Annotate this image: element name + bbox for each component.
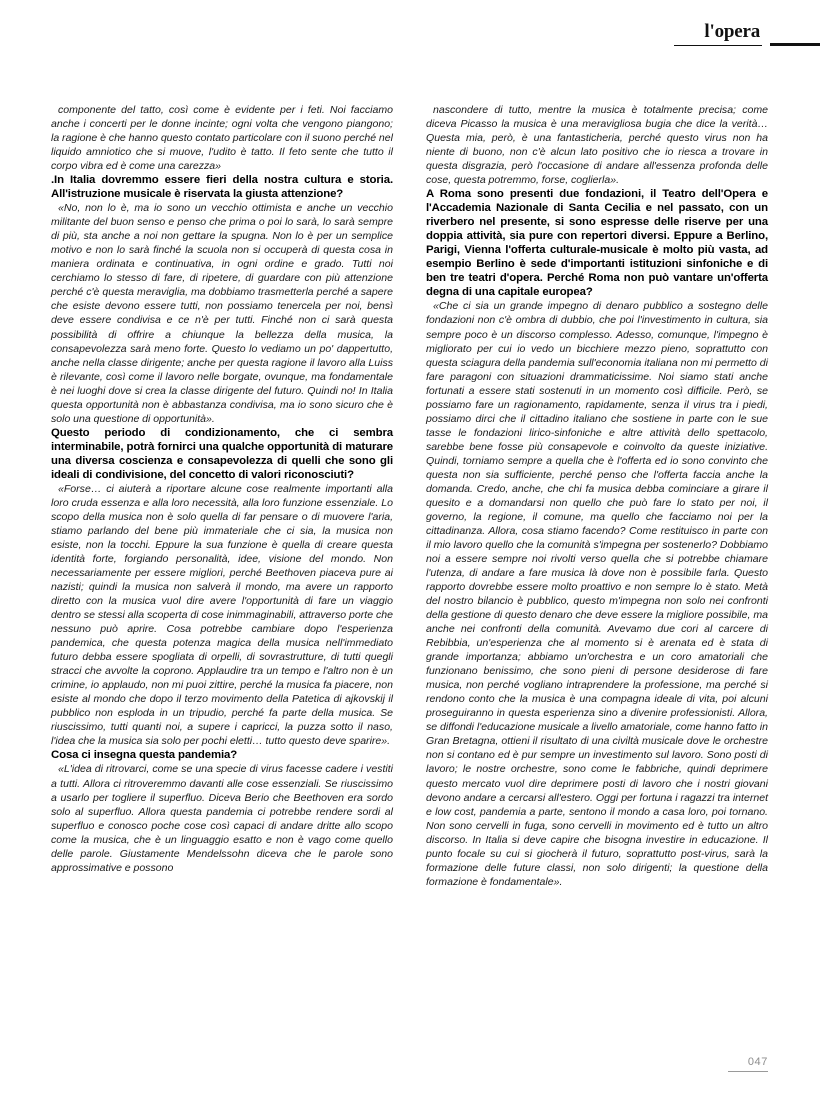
interview-answer-paragraph: «Forse… ci aiuterà a riportare alcune cose realmente importanti alla loro cruda essenza e alla loro necessità, alla loro funzione essenziale. Lo scopo della musica non è solo quella di far pensare o di muovere l'aria, stiamo parlando del bene più immateriale che ci sia, la musica non esiste, non la tocchi. Eppure la sua funzione è quella di creare questa identità forte, forgiando personalità, idee, visione del mondo. Non necessariamente per essere migliori, perché Beethoven piaceva pure ai nazisti; quindi la musica non salverà il mondo, ma avere un rapporto diretto con la musica vuol dire avere l'opportunità di fare un viaggio dentro se stessi alla scoperta di cose inimmaginabili, attraverso porte che nessuno può aprire. Cosa potrebbe cambiare dopo l'esperienza pandemica, che questa potenza magica della musica nell'immediato futuro debba essere spogliata di orpelli, di sovrastrutture, di tutti quegli stracci che avvolte la coprono. Applaudire tra un tempo e l'altro non è un crimine, io applaudo, non mi puoi zittire, perché la musica fa piacere, non esiste al mondo che dopo il terzo movimento della Patetica di ajkovskij il pubblico non esploda in un tripudio, perché fa parte della musica. Se riuscissimo, tutti quanti noi, a supere i capricci, la puzza sotto il naso, l'idea che la musica sia solo per pochi eletti… tutto questo deve sparire». — [51, 482, 393, 748]
interview-answer-paragraph: «L'idea di ritrovarci, come se una specie di virus facesse cadere i vestiti a tutti. Allora ci ritroveremmo davanti alle cose essenziali. Se riuscissimo a usarlo per togliere il superfluo. Diceva Berio che Beethoven era sordo solo al superfluo. Allora questa pandemia ci potrebbe rendere sordi al superfluo e conosco poche cose così capaci di andare dritte allo scopo come la musica, che è un linguaggio esatto e non è vago come quello delle parole. Giustamente Mendelssohn diceva che le parole sono approssimative e possono — [51, 763, 393, 874]
page-folio — [728, 1057, 768, 1072]
interview-question: Cosa ci insegna questa pandemia? — [51, 749, 238, 762]
interview-question: .In Italia dovremmo essere fieri della nostra cultura e storia. All'istruzione musicale è riservata la giusta attenzione? — [51, 174, 393, 201]
article-column-right — [426, 103, 768, 889]
page-masthead — [0, 0, 820, 62]
masthead-thin-rule — [674, 45, 762, 46]
interview-answer-paragraph: «No, non lo è, ma io sono un vecchio ottimista e anche un vecchio militante del buon senso e penso che prima o poi lo sarà, lo sarà sempre di più, sta anche a noi non gettare la spugna. Non lo è per un semplice motivo e non lo sarà finché la scuola non si occuperà di questa cosa in maniera ordinata e continuativa, in ogni ordine e grado. Tutti noi cerchiamo lo stesso di fare, di ripetere, di guardare con più attenzione perché c'è questa meraviglia, ma dobbiamo trasmetterla perché a sapere che esiste devono essere tutti, non possiamo tenercela per noi, bensì deve essere condivisa e ce n'è per tutti. Finché non ci sarà questa possibilità di offrire a chiunque la bellezza della musica, la consapevolezza sarà meno forte. Questo lo vediamo un po' dappertutto, anche nella classe dirigente; anche per questa ragione il lavoro alla Luiss è rilevante, così come il lavoro nelle borgate, ovunque, ma fondamentale è nei luoghi dove si crea la classe dirigente del futuro. Quindi no! In Italia questa opportunità non è abbastanza condivisa, ma io sono sicuro che è solo una questione di opportunità». — [51, 202, 393, 425]
interview-question: Questo periodo di condizionamento, che ci sembra interminabile, potrà fornirci una qualche opportunità di maturare una diversa coscienza e consapevolezza di quelli che sono gli ideali di condivisione, del concetto di valori riconosciuti? — [51, 426, 393, 481]
masthead-thick-rule — [770, 43, 820, 46]
article-column-left — [51, 103, 393, 889]
page-number: 047 — [747, 1056, 768, 1068]
interview-answer-paragraph: «Che ci sia un grande impegno di denaro pubblico a sostegno delle fondazioni non c'è ombra di dubbio, che poi l'investimento in cultura, sia sempre poco è un discorso complesso. Adesso, comunque, l'impegno è migliorato per cui io vedo un bicchiere mezzo pieno, soprattutto con questa sciagura della pandemia sull'economia italiana non mi permetto di fare paragoni con situazioni drammaticissime. Noi siamo stati anche fortunati a essere stati sostenuti in un momento così difficile. Però, se possiamo fare un ragionamento, rapidamente, senza il virus tra i piedi, possiamo dirci che il cittadino italiano che sostiene in parte con le sue tasse le fondazioni lirico-sinfoniche e altre attività dello spettacolo, sarebbe bene fosse più consapevole e coinvolto da queste iniziative. Quindi, torniamo sempre a quella che è l'offerta ed io sono convinto che questa non sia sufficiente, perché penso che l'offerta faccia anche la domanda. Credo, anche, che chi fa musica debba cominciare a girare il quesito e a domandarsi non quello che può fare lo stato per noi, il governo, la regione, il comune, ma quello che facciamo noi per la cittadinanza. Allora, cosa stiamo facendo? Come restituisco in parte con il mio lavoro quello che la comunità s'impegna per sostenerlo? Dobbiamo noi a essere sempre noi rivolti verso quella che si potrebbe chiamare l'utenza, di andare a fare musica là dove non è possibile farla. Questo rapporto dovrebbe essere molto proattivo e non sempre lo è stato. Metà del nostro bilancio è pubblico, questo m'impegna non solo nei confronti della gestione di questo denaro che deve essere la migliore possibile, ma anche nei confronti della comunità. Avevamo due cori al carcere di Rebibbia, un'esperienza che al momento si è arenata ed è stata di grande importanza; abbiamo un'orchestra e un coro amatoriali che funzionano benissimo, che sono pieni di persone desiderose di fare musica, non perché vogliano intraprendere la professione, ma perché si rendono conto che la musica è una compagna ideale di vita, poi alcuni proseguiranno in questa esperienza sino a divenire professionisti. Allora, se diffondi l'educazione musicale a livello amatoriale, come hanno fatto in Gran Bretagna, ottieni il risultato di una civiltà musicale dove le orchestre non si contano ed è pur sempre un investimento sul lavoro. Sono posti di lavoro; le nostre orchestre, sono come le fabbriche, quindi deprimere questo mercato vuol dire deprimere posti di lavoro che i nostri giovani devono andare a cercarsi all'estero. Oggi per fortuna i ragazzi tra internet e low cost, pandemia a parte, sentono il mondo a casa loro, poi tornano. Non sono cervelli in fuga, sono cervelli in movimento ed è tutto un altro discorso. In Italia si deve capire che bisogna investire in educazione. Il punto focale su cui si giocherà il futuro, soprattutto post-virus, sarà la formazione delle future classi, non solo dirigenti; la questione della formazione è fondamentale». — [426, 300, 768, 888]
interview-answer-paragraph: componente del tatto, così come è evidente per i feti. Noi facciamo anche i concerti per le donne incinte; ogni volta che vengono piangono; la ragione è che hanno questo contato particolare con il suono perché nel liquido amniotico che si muove, l'udito è tatto. Il feto sente che tutto il corpo vibra ed è come una carezza» — [51, 104, 393, 173]
interview-answer-paragraph: nascondere di tutto, mentre la musica è totalmente precisa; come diceva Picasso la musica è una meravigliosa bugia che dice la verità… Questa mia, però, è una fantasticheria, perché questo virus non ha niente di buono, non c'è alcun lato positivo che io riesca a trovare in questa disgrazia, però l'occasione di andare all'essenza profonda delle cose, questa potremmo, forse, coglierla». — [426, 104, 768, 187]
publication-logo: l'opera — [704, 21, 760, 42]
interview-question: A Roma sono presenti due fondazioni, il Teatro dell'Opera e l'Accademia Nazionale di Santa Cecilia e nel passato, con un riverbero nel presente, si sono espresse delle riserve per una doppia attività, sia pure con repertori diversi. Eppure a Berlino, Parigi, Vienna l'offerta culturale-musicale è molto più vasta, ad esempio Berlino è sede d'importanti istituzioni sinfoniche e di ben tre teatri d'opera. Perché Roma non può vantare un'offerta degna di una capitale europea? — [426, 188, 768, 299]
article-body — [51, 103, 769, 889]
folio-rule — [728, 1071, 768, 1072]
